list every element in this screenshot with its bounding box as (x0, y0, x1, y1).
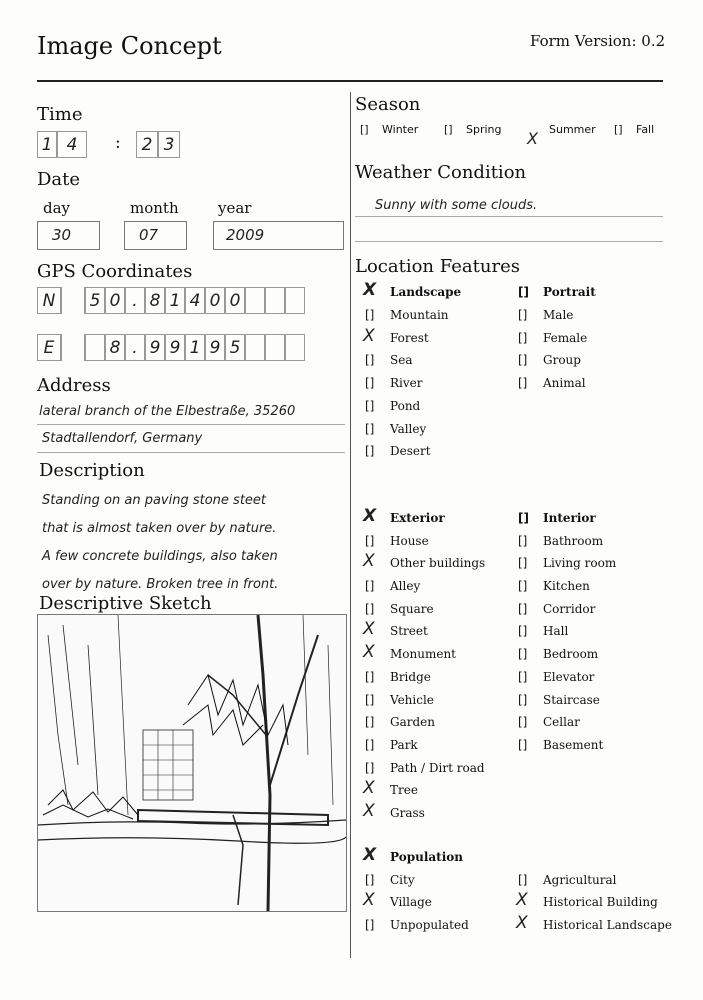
feature-mountain-checkbox[interactable] (365, 308, 449, 322)
description-heading: Description (39, 460, 145, 481)
feature-village-checkbox[interactable] (363, 890, 432, 910)
location-heading: Location Features (355, 256, 520, 277)
check-mark-icon: X (363, 801, 375, 821)
feature-label: Staircase (543, 693, 600, 707)
feature-historical-building-checkbox[interactable] (516, 890, 658, 910)
season-option-label: Fall (636, 123, 655, 136)
time-minute-digit: 3 (158, 131, 180, 158)
time-hour-digit: 4 (57, 131, 87, 158)
feature-label: Mountain (390, 308, 449, 322)
time-heading: Time (37, 104, 83, 125)
feature-river-checkbox[interactable] (365, 376, 423, 390)
check-mark-icon: X (363, 619, 375, 639)
checkbox-box: [] (518, 534, 528, 548)
time-separator: : (115, 133, 121, 153)
checkbox-box: [] (518, 738, 528, 752)
feature-label: Bridge (390, 670, 431, 684)
feature-label: Cellar (543, 715, 580, 729)
checkbox-box: [] (365, 579, 375, 593)
gps-digit-cell (285, 334, 305, 361)
checkbox-box: [] (518, 715, 528, 729)
time-minutes-field[interactable] (136, 131, 180, 158)
feature-historical-landscape-checkbox[interactable] (516, 913, 672, 933)
year-field[interactable]: 2009 (213, 221, 344, 250)
feature-interior-checkbox[interactable] (518, 511, 596, 525)
gps-digit-cell: 9 (165, 334, 185, 361)
gps-digit-cell: 0 (225, 287, 245, 314)
gps-digit-cell: 9 (205, 334, 225, 361)
checkbox-box: [] (365, 399, 375, 413)
column-divider (350, 92, 351, 958)
header-divider (37, 80, 663, 82)
feature-label: Bedroom (543, 647, 599, 661)
feature-desert-checkbox[interactable] (365, 444, 431, 458)
checkbox-box: [] (444, 123, 453, 136)
season-option-label: Spring (466, 123, 502, 136)
checkbox-box: [] (365, 761, 375, 775)
feature-label: Sea (390, 353, 413, 367)
check-mark-icon: X (516, 890, 528, 910)
feature-label: Park (390, 738, 418, 752)
season-summer-checkbox[interactable] (527, 123, 596, 148)
time-minute-digit: 2 (136, 131, 158, 158)
description-line: A few concrete buildings, also taken (42, 549, 278, 564)
check-mark-icon: X (363, 280, 377, 300)
feature-label: Hall (543, 624, 569, 638)
gps-digit-cell: 8 (105, 334, 125, 361)
feature-label: Portrait (543, 285, 596, 299)
feature-exterior-checkbox[interactable] (363, 506, 445, 526)
gps-digit-cell (245, 334, 265, 361)
feature-city-checkbox[interactable] (365, 873, 415, 887)
address-rule (37, 452, 345, 453)
feature-label: Garden (390, 715, 435, 729)
gps-digit-cell (61, 334, 85, 361)
feature-valley-checkbox[interactable] (365, 422, 427, 436)
checkbox-box: [] (518, 285, 529, 299)
feature-label: House (390, 534, 429, 548)
day-field[interactable]: 30 (37, 221, 100, 250)
feature-label: Kitchen (543, 579, 590, 593)
checkbox-box: [] (518, 602, 528, 616)
feature-label: Male (543, 308, 574, 322)
year-label: year (218, 199, 252, 217)
feature-other-buildings-checkbox[interactable] (363, 551, 486, 571)
checkbox-box: [] (365, 422, 375, 436)
feature-bridge-checkbox[interactable] (365, 670, 431, 684)
address-heading: Address (37, 375, 111, 396)
checkbox-box: [] (614, 123, 623, 136)
feature-staircase-checkbox[interactable] (518, 693, 600, 707)
feature-label: Interior (543, 511, 596, 525)
feature-group-checkbox[interactable] (518, 353, 581, 367)
address-rule (37, 424, 345, 425)
check-mark-icon: X (363, 551, 375, 571)
gps-latitude-field[interactable] (37, 287, 305, 314)
checkbox-box: [] (518, 308, 528, 322)
gps-digit-cell: 5 (85, 287, 105, 314)
checkbox-box: [] (365, 353, 375, 367)
season-option-label: Winter (382, 123, 419, 136)
feature-label: Bathroom (543, 534, 604, 548)
feature-path-dirt-road-checkbox[interactable] (365, 761, 485, 775)
gps-digit-cell (85, 334, 105, 361)
feature-bedroom-checkbox[interactable] (518, 647, 599, 661)
feature-label: Basement (543, 738, 604, 752)
check-mark-icon: X (363, 778, 375, 798)
feature-basement-checkbox[interactable] (518, 738, 604, 752)
feature-sea-checkbox[interactable] (365, 353, 413, 367)
feature-label: Village (390, 895, 432, 909)
checkbox-box: [] (518, 511, 529, 525)
gps-digit-cell (265, 334, 285, 361)
feature-label: Path / Dirt road (390, 761, 485, 775)
feature-label: Unpopulated (390, 918, 469, 932)
gps-digit-cell: 0 (205, 287, 225, 314)
feature-female-checkbox[interactable] (518, 331, 588, 345)
check-mark-icon: X (363, 326, 375, 346)
feature-label: Female (543, 331, 588, 345)
feature-label: Animal (543, 376, 586, 390)
feature-label: Corridor (543, 602, 596, 616)
weather-rule (355, 216, 663, 217)
feature-male-checkbox[interactable] (518, 308, 574, 322)
feature-elevator-checkbox[interactable] (518, 670, 595, 684)
feature-alley-checkbox[interactable] (365, 579, 421, 593)
gps-digit-cell: 9 (145, 334, 165, 361)
feature-label: Valley (390, 422, 427, 436)
feature-animal-checkbox[interactable] (518, 376, 586, 390)
feature-house-checkbox[interactable] (365, 534, 429, 548)
month-label: month (130, 199, 179, 217)
gps-digit-cell: 8 (145, 287, 165, 314)
feature-label: City (390, 873, 415, 887)
season-fall-checkbox[interactable] (614, 123, 654, 136)
checkbox-box: [] (518, 693, 528, 707)
gps-digit-cell: E (37, 334, 61, 361)
feature-label: Landscape (390, 285, 462, 299)
feature-label: Desert (390, 444, 431, 458)
feature-pond-checkbox[interactable] (365, 399, 421, 413)
feature-vehicle-checkbox[interactable] (365, 693, 434, 707)
feature-hall-checkbox[interactable] (518, 624, 569, 638)
feature-label: Square (390, 602, 434, 616)
weather-field[interactable]: Sunny with some clouds. (375, 198, 538, 213)
gps-digit-cell (265, 287, 285, 314)
gps-heading: GPS Coordinates (37, 261, 193, 282)
season-heading: Season (355, 94, 421, 115)
feature-label: Historical Landscape (543, 918, 672, 932)
description-text[interactable] (42, 487, 278, 599)
feature-unpopulated-checkbox[interactable] (365, 918, 469, 932)
gps-digit-cell: 0 (105, 287, 125, 314)
season-winter-checkbox[interactable] (360, 123, 418, 136)
sketch-heading: Descriptive Sketch (39, 593, 212, 614)
check-mark-icon: X (527, 129, 538, 148)
address-line-2[interactable]: Stadtallendorf, Germany (42, 431, 203, 446)
gps-digit-cell: 4 (185, 287, 205, 314)
gps-digit-cell: 1 (185, 334, 205, 361)
form-title: Image Concept (37, 32, 222, 60)
day-label: day (43, 199, 71, 217)
feature-label: Tree (390, 783, 418, 797)
feature-label: Group (543, 353, 581, 367)
feature-park-checkbox[interactable] (365, 738, 418, 752)
feature-kitchen-checkbox[interactable] (518, 579, 590, 593)
feature-tree-checkbox[interactable] (363, 778, 418, 798)
gps-digit-cell: N (37, 287, 61, 314)
sketch-drawing (38, 615, 346, 911)
checkbox-box: [] (518, 556, 528, 570)
feature-label: Other buildings (390, 556, 486, 570)
date-heading: Date (37, 169, 81, 190)
form-version: Form Version: 0.2 (530, 32, 666, 50)
feature-label: Historical Building (543, 895, 658, 909)
gps-digit-cell: . (125, 287, 145, 314)
feature-label: Pond (390, 399, 421, 413)
month-field[interactable]: 07 (124, 221, 187, 250)
gps-digit-cell (61, 287, 85, 314)
feature-label: Alley (390, 579, 421, 593)
feature-living-room-checkbox[interactable] (518, 556, 617, 570)
feature-label: Street (390, 624, 428, 638)
check-mark-icon: X (363, 506, 377, 526)
checkbox-box: [] (365, 670, 375, 684)
feature-label: Forest (390, 331, 429, 345)
feature-portrait-checkbox[interactable] (518, 285, 596, 299)
sketch-area (37, 614, 347, 912)
checkbox-box: [] (365, 602, 375, 616)
checkbox-box: [] (518, 353, 528, 367)
checkbox-box: [] (365, 534, 375, 548)
feature-bathroom-checkbox[interactable] (518, 534, 604, 548)
description-line: over by nature. Broken tree in front. (42, 577, 279, 592)
address-line-1[interactable]: lateral branch of the Elbestraße, 35260 (39, 404, 296, 419)
checkbox-box: [] (518, 873, 528, 887)
checkbox-box: [] (518, 647, 528, 661)
checkbox-box: [] (518, 579, 528, 593)
gps-digit-cell: 1 (165, 287, 185, 314)
gps-digit-cell (245, 287, 265, 314)
feature-grass-checkbox[interactable] (363, 801, 425, 821)
feature-forest-checkbox[interactable] (363, 326, 429, 346)
checkbox-box: [] (365, 308, 375, 322)
weather-rule (355, 241, 663, 242)
feature-square-checkbox[interactable] (365, 602, 434, 616)
feature-label: Living room (543, 556, 617, 570)
feature-cellar-checkbox[interactable] (518, 715, 580, 729)
season-spring-checkbox[interactable] (444, 123, 502, 136)
checkbox-box: [] (365, 376, 375, 390)
checkbox-box: [] (365, 444, 375, 458)
check-mark-icon: X (516, 913, 528, 933)
feature-label: Agricultural (543, 873, 617, 887)
feature-label: River (390, 376, 423, 390)
checkbox-box: [] (365, 715, 375, 729)
check-mark-icon: X (363, 845, 377, 865)
feature-landscape-checkbox[interactable] (363, 280, 462, 300)
gps-digit-cell: 5 (225, 334, 245, 361)
feature-label: Grass (390, 806, 425, 820)
gps-digit-cell: . (125, 334, 145, 361)
time-hours-field[interactable] (37, 131, 87, 158)
checkbox-box: [] (360, 123, 369, 136)
feature-population-checkbox[interactable] (363, 845, 463, 865)
gps-longitude-field[interactable] (37, 334, 305, 361)
feature-garden-checkbox[interactable] (365, 715, 435, 729)
feature-street-checkbox[interactable] (363, 619, 428, 639)
feature-agricultural-checkbox[interactable] (518, 873, 617, 887)
description-line: Standing on an paving stone steet (42, 493, 267, 508)
checkbox-box: [] (518, 331, 528, 345)
checkbox-box: [] (365, 873, 375, 887)
time-hour-digit: 1 (37, 131, 57, 158)
feature-label: Exterior (390, 511, 445, 525)
feature-corridor-checkbox[interactable] (518, 602, 596, 616)
description-line: that is almost taken over by nature. (42, 521, 277, 536)
season-option-label: Summer (549, 123, 596, 136)
feature-label: Elevator (543, 670, 595, 684)
checkbox-box: [] (365, 918, 375, 932)
checkbox-box: [] (518, 670, 528, 684)
gps-digit-cell (285, 287, 305, 314)
feature-label: Monument (390, 647, 456, 661)
checkbox-box: [] (365, 738, 375, 752)
feature-monument-checkbox[interactable] (363, 642, 456, 662)
feature-label: Vehicle (390, 693, 434, 707)
checkbox-box: [] (518, 376, 528, 390)
weather-heading: Weather Condition (355, 162, 527, 183)
check-mark-icon: X (363, 890, 375, 910)
check-mark-icon: X (363, 642, 375, 662)
feature-label: Population (390, 850, 463, 864)
checkbox-box: [] (365, 693, 375, 707)
checkbox-box: [] (518, 624, 528, 638)
